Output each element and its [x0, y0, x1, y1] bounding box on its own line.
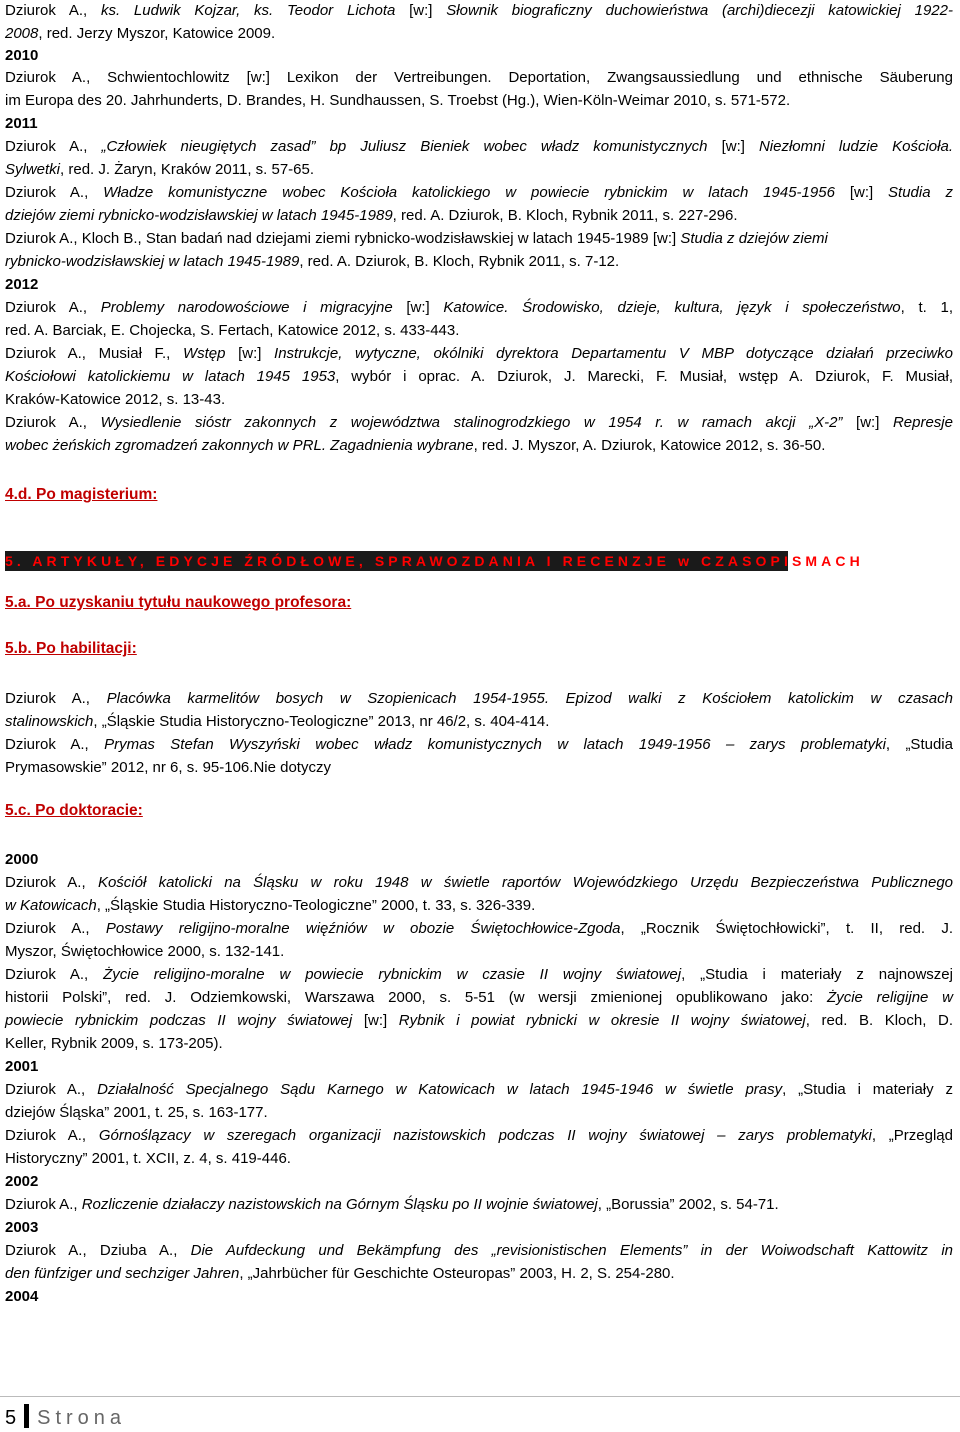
citation-text: Dziurok A.,: [5, 1081, 98, 1098]
citation-title: Życie religijno-moralne w powiecie rybnickim w czasie II wojny światowej: [103, 966, 682, 983]
citation-text: , „Śląskie Studia Historyczno-Teologiczne” 2013, nr 46/2, s. 404-414.: [93, 713, 550, 730]
text-line: [5, 136, 953, 158]
citation-title: powiecie rybnickim podczas II wojny światowej: [5, 1012, 364, 1029]
citation-text: [w:]: [409, 2, 447, 19]
citation-title: wobec żeńskich zgromadzeń zakonnych w PRL. Zagadnienia wybrane: [5, 437, 474, 454]
page-number: 5: [5, 1407, 17, 1429]
citation-title: Działalność Specjalnego Sądu Karnego w Katowicach w latach 1945-1946 w świetle prasy: [97, 1081, 783, 1098]
citation-text: , red. Jerzy Myszor, Katowice 2009.: [38, 25, 276, 42]
citation-text: Dziurok A.,: [5, 690, 107, 707]
text-line: [5, 1240, 953, 1262]
text-line: [5, 389, 953, 411]
year-heading: 2011: [5, 115, 38, 132]
citation-text: Dziurok A.,: [5, 414, 101, 431]
citation-text: , red. B. Kloch, D.: [805, 1012, 953, 1029]
text-line: [5, 849, 953, 871]
citation-text: Dziurok A.,: [5, 874, 98, 891]
text-line: [5, 1263, 953, 1285]
citation-title: Sylwetki: [5, 161, 61, 178]
citation-text: Keller, Rybnik 2009, s. 173-205).: [5, 1035, 223, 1052]
citation-text: Dziurok A.,: [5, 966, 104, 983]
citation-title: Niezłomni ludzie Kościoła.: [758, 138, 953, 155]
text-line: [5, 1033, 953, 1055]
year-heading: 2002: [5, 1173, 39, 1190]
text-line: [5, 1286, 953, 1308]
text-line: [5, 228, 953, 250]
citation-text: , „Jahrbücher für Geschichte Osteuropas” 2003, H. 2, S. 254-280.: [239, 1265, 675, 1282]
text-line: [5, 435, 953, 457]
citation-title: Represje: [892, 414, 953, 431]
text-line: [5, 1148, 953, 1170]
citation-text: Dziurok A.,: [5, 299, 101, 316]
text-line: [5, 159, 953, 181]
citation-text: [w:]: [363, 1012, 399, 1029]
citation-text: [w:]: [238, 345, 275, 362]
year-heading: 2003: [5, 1219, 39, 1236]
citation-text: , „Studia i materiały z najnowszej: [681, 966, 953, 983]
citation-title: rybnicko-wodzisławskiej w latach 1945-1989: [5, 253, 300, 270]
page-label: Strona: [37, 1407, 127, 1429]
citation-text: , „Borussia” 2002, s. 54-71.: [597, 1196, 779, 1213]
citation-title: Rybnik i powiat rybnicki w okresie II wojny światowej: [398, 1012, 806, 1029]
citation-text: Dziurok A., Dziuba A.,: [5, 1242, 191, 1259]
footer-rule: [0, 1396, 960, 1397]
text-line: [5, 366, 953, 388]
citation-text: Dziurok A.,: [5, 138, 102, 155]
citation-title: Wysiedlenie sióstr zakonnych z województwa stalinogrodzkiego w 1954 r. w ramach akcji „X-2”: [100, 414, 857, 431]
citation-text: Dziurok A., Kloch B., Stan badań nad dziejami ziemi rybnicko-wodzisławskiej w latach 1945-1989 [w:]: [5, 230, 681, 247]
citation-title: Kościołowi katolickiemu w latach 1945 1953: [5, 368, 336, 385]
text-line: [5, 1079, 953, 1101]
text-line: [5, 67, 953, 89]
citation-text: , „Rocznik Świętochłowicki”, t. II, red. J.: [620, 920, 953, 937]
citation-title: dziejów ziemi rybnicko-wodzisławskiej w latach 1945-1989: [5, 207, 393, 224]
text-line: [5, 1125, 953, 1147]
year-heading: 2000: [5, 851, 39, 868]
citation-title: ks. Ludwik Kojzar, ks. Teodor Lichota: [100, 2, 410, 19]
citation-title: Życie religijne w: [827, 989, 954, 1006]
citation-title: Kościół katolicki na Śląsku w roku 1948 w świetle raportów Wojewódzkiego Urzędu Bezpieczeństwa Publicznego: [97, 874, 953, 891]
citation-text: Dziurok A., Musiał F.,: [5, 345, 183, 362]
text-line: [5, 251, 953, 273]
text-line: [5, 412, 953, 434]
citation-text: , red. A. Dziurok, B. Kloch, Rybnik 2011, s. 227-296.: [392, 207, 738, 224]
text-line: [5, 1171, 953, 1193]
citation-text: Dziurok A., Schwientochlowitz [w:] Lexikon der Vertreibungen. Deportation, Zwangsaussiedlung und ethnische Säuberung: [5, 69, 953, 86]
citation-text: Dziurok A.,: [5, 184, 104, 201]
citation-text: dziejów Śląska” 2001, t. 25, s. 163-177.: [5, 1104, 268, 1121]
citation-title: Wstęp: [182, 345, 239, 362]
text-line: [5, 895, 953, 917]
citation-title: Studia z: [888, 184, 953, 201]
citation-text: [w:]: [406, 299, 444, 316]
citation-text: [w:]: [856, 414, 893, 431]
text-line: [5, 1010, 953, 1032]
text-line: [5, 320, 953, 342]
citation-text: Historyczny” 2001, t. XCII, z. 4, s. 419-446.: [5, 1150, 291, 1167]
citation-text: , „Studia: [885, 736, 953, 753]
text-line: [5, 297, 953, 319]
citation-title: Problemy narodowościowe i migracyjne: [100, 299, 407, 316]
text-line: [5, 0, 953, 22]
text-line: [5, 1217, 953, 1239]
text-line: [5, 987, 953, 1009]
citation-text: , „Studia i materiały z: [782, 1081, 953, 1098]
page-footer: [5, 1404, 126, 1430]
text-line: [5, 343, 953, 365]
text-line: [5, 688, 953, 710]
year-heading: 2012: [5, 276, 39, 293]
citation-title: Studia z dziejów ziemi: [680, 230, 828, 247]
year-heading: 2001: [5, 1058, 39, 1075]
text-line: [5, 941, 953, 963]
citation-title: 2008: [5, 25, 39, 42]
text-line: [5, 1194, 953, 1216]
text-line: [5, 182, 953, 204]
citation-text: , red. A. Dziurok, B. Kloch, Rybnik 2011, s. 7-12.: [299, 253, 620, 270]
text-line: [5, 90, 953, 112]
citation-title: Prymas Stefan Wyszyński wobec władz komunistycznych w latach 1949-1956 – zarys problematyki: [104, 736, 886, 753]
citation-text: historii Polski”, red. J. Odziemkowski, Warszawa 2000, s. 5-51 (w wersji zmienionej opublikowano jako:: [5, 989, 828, 1006]
text-line: [5, 1056, 953, 1078]
citation-text: Dziurok A.,: [5, 736, 105, 753]
citation-text: Dziurok A.,: [5, 1127, 99, 1144]
text-line: [5, 872, 953, 894]
citation-text: , red. J. Żaryn, Kraków 2011, s. 57-65.: [60, 161, 315, 178]
citation-text: Dziurok A.,: [5, 920, 106, 937]
citation-text: Myszor, Świętochłowice 2000, s. 132-141.: [5, 943, 285, 960]
citation-title: Katowice. Środowisko, dzieje, kultura, język i społeczeństwo: [443, 299, 901, 316]
citation-text: [w:]: [721, 138, 759, 155]
citation-title: stalinowskich: [5, 713, 94, 730]
text-line: [5, 757, 953, 779]
citation-text: im Europa des 20. Jahrhunderts, D. Brandes, H. Sundhaussen, S. Troebst (Hg.), Wien-Köln-Weimar 2010, s. 571-572.: [5, 92, 791, 109]
footer-separator: [24, 1404, 29, 1428]
citation-title: den fünfziger und sechziger Jahren: [5, 1265, 240, 1282]
text-line: [5, 45, 953, 67]
section-banner-title: 5. ARTYKUŁY, EDYCJE ŹRÓDŁOWE, SPRAWOZDANIA I RECENZJE w CZASOPISMACH: [5, 553, 864, 569]
text-line: [5, 205, 953, 227]
citation-title: w Katowicach: [5, 897, 97, 914]
text-line: [5, 964, 953, 986]
year-heading: 2010: [5, 47, 39, 64]
citation-title: Władze komunistyczne wobec Kościoła katolickiego w powiecie rybnickim w latach 1945-1956: [103, 184, 850, 201]
citation-text: , t. 1,: [900, 299, 953, 316]
citation-text: , „Śląskie Studia Historyczno-Teologiczne” 2000, t. 33, s. 326-339.: [96, 897, 536, 914]
citation-text: , red. J. Myszor, A. Dziurok, Katowice 2012, s. 36-50.: [473, 437, 826, 454]
citation-title: Rozliczenie działaczy nazistowskich na Górnym Śląsku po II wojnie światowej: [81, 1196, 598, 1213]
text-line: [5, 918, 953, 940]
section-heading: 5.c. Po doktoracie:: [5, 802, 143, 819]
text-line: [5, 1102, 953, 1124]
citation-title: Placówka karmelitów bosych w Szopienicach 1954-1955. Epizod walki z Kościołem katolickim w czasach: [106, 690, 953, 707]
citation-title: Słownik biograficzny duchowieństwa (archi)diecezji katowickiej 1922-: [446, 2, 953, 19]
citation-text: , wybór i oprac. A. Dziurok, J. Marecki, F. Musiał, wstęp A. Dziurok, F. Musiał,: [335, 368, 954, 385]
citation-title: Postawy religijno-moralne więźniów w obozie Świętochłowice-Zgoda: [105, 920, 621, 937]
text-line: [5, 23, 953, 45]
citation-text: Dziurok A.,: [5, 1196, 82, 1213]
section-heading: 4.d. Po magisterium:: [5, 486, 158, 503]
citation-title: Die Aufdeckung und Bekämpfung des „revisionistischen Elements” in der Woiwodschaft Kattowitz in: [190, 1242, 953, 1259]
citation-text: Prymasowskie” 2012, nr 6, s. 95-106.Nie dotyczy: [5, 759, 331, 776]
citation-text: Dziurok A.,: [5, 2, 101, 19]
section-heading: 5.b. Po habilitacji:: [5, 640, 137, 657]
citation-title: Górnoślązacy w szeregach organizacji nazistowskich podczas II wojny światowej – zarys problematyki: [98, 1127, 872, 1144]
citation-title: „Człowiek nieugiętych zasad” bp Juliusz Bieniek wobec władz komunistycznych: [101, 138, 722, 155]
citation-text: red. A. Barciak, E. Chojecka, S. Fertach, Katowice 2012, s. 433-443.: [5, 322, 460, 339]
citation-text: [w:]: [849, 184, 889, 201]
text-line: [5, 711, 953, 733]
text-line: [5, 113, 953, 135]
citation-text: Kraków-Katowice 2012, s. 13-43.: [5, 391, 226, 408]
citation-text: , „Przegląd: [871, 1127, 953, 1144]
text-line: [5, 734, 953, 756]
citation-title: Instrukcje, wytyczne, okólniki dyrektora Departamentu V MBP dotyczące działań przeciwko: [274, 345, 953, 362]
text-line: [5, 274, 953, 296]
year-heading: 2004: [5, 1288, 39, 1305]
section-heading: 5.a. Po uzyskaniu tytułu naukowego profesora:: [5, 594, 352, 611]
